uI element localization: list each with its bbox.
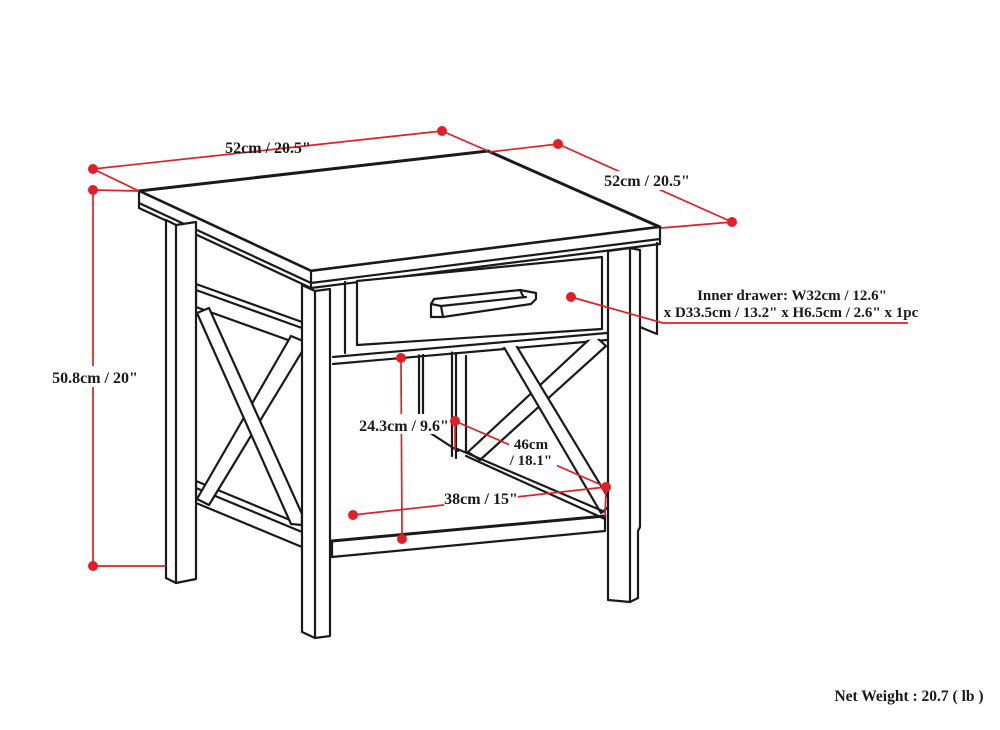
dim-top-depth-label: 52cm / 20.5" bbox=[604, 173, 690, 190]
inner-drawer-note-line1: Inner drawer: W32cm / 12.6" bbox=[697, 288, 887, 304]
dim-shelf-clearance bbox=[359, 353, 449, 544]
front-center-leg bbox=[302, 285, 330, 638]
back-leg bbox=[452, 352, 466, 458]
net-weight-label: Net Weight : 20.7 ( lb ) bbox=[834, 688, 984, 705]
dim-top-width-label: 52cm / 20.5" bbox=[225, 140, 311, 157]
front-left-leg bbox=[166, 220, 196, 583]
left-x-panel bbox=[196, 284, 303, 547]
dim-shelf-clearance-label: 24.3cm / 9.6" bbox=[359, 418, 449, 435]
front-right-leg bbox=[608, 248, 640, 602]
dim-height bbox=[50, 185, 166, 571]
inner-drawer-note-line2: x D33.5cm / 13.2" x H6.5cm / 2.6" x 1pc bbox=[663, 305, 919, 321]
bottom-shelf bbox=[332, 516, 605, 557]
table-line-art bbox=[139, 151, 660, 638]
dim-shelf-depth-label-line1: 46cm bbox=[513, 437, 549, 453]
dim-shelf-depth-label-line2: / 18.1" bbox=[509, 453, 553, 469]
dim-shelf-width bbox=[348, 482, 611, 520]
dim-height-label: 50.8cm / 20" bbox=[52, 370, 138, 387]
dim-shelf-width-label: 38cm / 15" bbox=[444, 491, 518, 508]
